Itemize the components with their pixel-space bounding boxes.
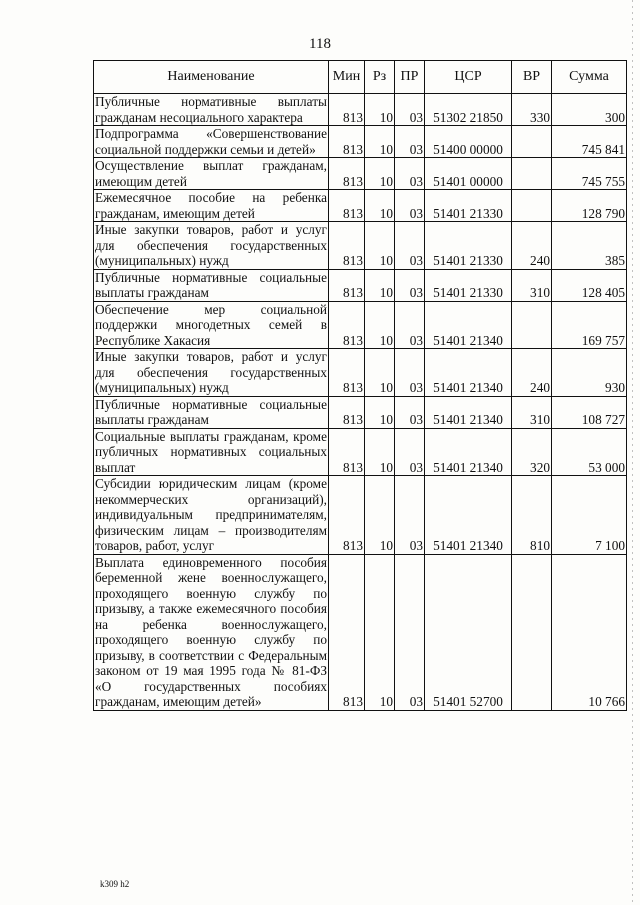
table-row: [94, 158, 627, 190]
table-row: [94, 428, 627, 476]
row-min: 813: [329, 222, 365, 270]
row-min: 813: [329, 554, 365, 710]
table-row: [94, 190, 627, 222]
row-rz: 10: [365, 190, 395, 222]
row-csr: 51401 21340: [425, 428, 512, 476]
row-pr: 03: [395, 158, 425, 190]
row-csr: 51401 21330: [425, 190, 512, 222]
row-name: Публичные нормативные социальные выплаты гражданам: [95, 269, 327, 300]
table-row: [94, 126, 627, 158]
row-name: Публичные нормативные социальные выплаты гражданам: [95, 396, 327, 427]
row-vr: 310: [512, 396, 552, 428]
table-row: [94, 269, 627, 301]
row-rz: 10: [365, 396, 395, 428]
row-vr: [512, 190, 552, 222]
row-vr: [512, 301, 552, 349]
row-min: 813: [329, 190, 365, 222]
row-sum: 108 727: [552, 396, 627, 428]
row-sum: 385: [552, 222, 627, 270]
row-rz: 10: [365, 476, 395, 555]
row-csr: 51401 52700: [425, 554, 512, 710]
column-header-csr: ЦСР: [425, 61, 512, 94]
table-row: [94, 349, 627, 397]
row-vr: 240: [512, 222, 552, 270]
row-sum: 128 405: [552, 269, 627, 301]
row-rz: 10: [365, 428, 395, 476]
table-row: [94, 396, 627, 428]
column-header-rz: Рз: [365, 61, 395, 94]
row-pr: 03: [395, 428, 425, 476]
column-header-min: Мин: [329, 61, 365, 94]
margin-rule: [632, 0, 633, 905]
row-csr: 51401 21330: [425, 222, 512, 270]
row-rz: 10: [365, 94, 395, 126]
row-rz: 10: [365, 554, 395, 710]
row-csr: 51401 21340: [425, 301, 512, 349]
row-pr: 03: [395, 222, 425, 270]
row-vr: [512, 554, 552, 710]
row-min: 813: [329, 94, 365, 126]
row-csr: 51400 00000: [425, 126, 512, 158]
row-csr: 51401 21330: [425, 269, 512, 301]
row-sum: 745 755: [552, 158, 627, 190]
row-min: 813: [329, 269, 365, 301]
row-rz: 10: [365, 126, 395, 158]
row-sum: 7 100: [552, 476, 627, 555]
row-pr: 03: [395, 94, 425, 126]
row-name: Выплата единовременного пособия беременной жене военнослужащего, проходящего военную службу по призыву, а также ежемесячного пособия на ребенка военнослужащего, проходящего военную службу по призыву, в соответствии с Федеральным законом от 19 мая 1995 года № 81-ФЗ «О государственных пособиях гражданам, имеющим детей»: [95, 554, 327, 709]
row-rz: 10: [365, 158, 395, 190]
row-min: 813: [329, 476, 365, 555]
row-sum: 300: [552, 94, 627, 126]
row-sum: 745 841: [552, 126, 627, 158]
row-csr: 51401 21340: [425, 396, 512, 428]
footer-code: k309 h2: [100, 879, 130, 889]
row-pr: 03: [395, 554, 425, 710]
table-row: [94, 554, 627, 710]
page-number: 118: [309, 36, 331, 52]
row-name: Публичные нормативные выплаты гражданам несоциального характера: [95, 94, 327, 125]
row-rz: 10: [365, 222, 395, 270]
row-pr: 03: [395, 396, 425, 428]
column-header-name: Наименование: [94, 61, 329, 94]
row-min: 813: [329, 428, 365, 476]
row-rz: 10: [365, 269, 395, 301]
row-sum: 53 000: [552, 428, 627, 476]
table-row: [94, 476, 627, 555]
row-csr: 51302 21850: [425, 94, 512, 126]
row-name: Ежемесячное пособие на ребенка гражданам, имеющим детей: [95, 190, 327, 221]
row-name: Обеспечение мер социальной поддержки многодетных семей в Республике Хакасия: [95, 301, 327, 348]
row-sum: 10 766: [552, 554, 627, 710]
row-pr: 03: [395, 126, 425, 158]
table-row: [94, 94, 627, 126]
row-vr: 320: [512, 428, 552, 476]
row-vr: 310: [512, 269, 552, 301]
row-name: Социальные выплаты гражданам, кроме публичных нормативных социальных выплат: [95, 428, 327, 475]
row-min: 813: [329, 158, 365, 190]
table-row: [94, 222, 627, 270]
row-vr: [512, 158, 552, 190]
row-sum: 169 757: [552, 301, 627, 349]
row-sum: 128 790: [552, 190, 627, 222]
row-min: 813: [329, 301, 365, 349]
row-min: 813: [329, 349, 365, 397]
row-pr: 03: [395, 269, 425, 301]
row-min: 813: [329, 396, 365, 428]
row-vr: [512, 126, 552, 158]
row-min: 813: [329, 126, 365, 158]
table-header: [94, 61, 627, 94]
row-pr: 03: [395, 190, 425, 222]
row-name: Иные закупки товаров, работ и услуг для обеспечения государственных (муниципальных) нужд: [95, 222, 327, 268]
row-sum: 930: [552, 349, 627, 397]
row-vr: 330: [512, 94, 552, 126]
row-rz: 10: [365, 301, 395, 349]
row-name: Осуществление выплат гражданам, имеющим детей: [95, 158, 327, 189]
row-name: Субсидии юридическим лицам (кроме некоммерческих организаций), индивидуальным предпринимателям, физическим лицам – производителям товаров, работ, услуг: [95, 476, 327, 553]
column-header-sum: Сумма: [552, 61, 627, 94]
row-vr: 810: [512, 476, 552, 555]
row-name: Подпрограмма «Совершенствование социальной поддержки семьи и детей»: [95, 126, 327, 157]
row-pr: 03: [395, 349, 425, 397]
row-vr: 240: [512, 349, 552, 397]
column-header-pr: ПР: [395, 61, 425, 94]
row-pr: 03: [395, 476, 425, 555]
row-csr: 51401 21340: [425, 349, 512, 397]
row-rz: 10: [365, 349, 395, 397]
row-name: Иные закупки товаров, работ и услуг для обеспечения государственных (муниципальных) нужд: [95, 349, 327, 395]
budget-table: [93, 60, 627, 711]
row-csr: 51401 21340: [425, 476, 512, 555]
column-header-vr: ВР: [512, 61, 552, 94]
row-csr: 51401 00000: [425, 158, 512, 190]
table-row: [94, 301, 627, 349]
row-pr: 03: [395, 301, 425, 349]
